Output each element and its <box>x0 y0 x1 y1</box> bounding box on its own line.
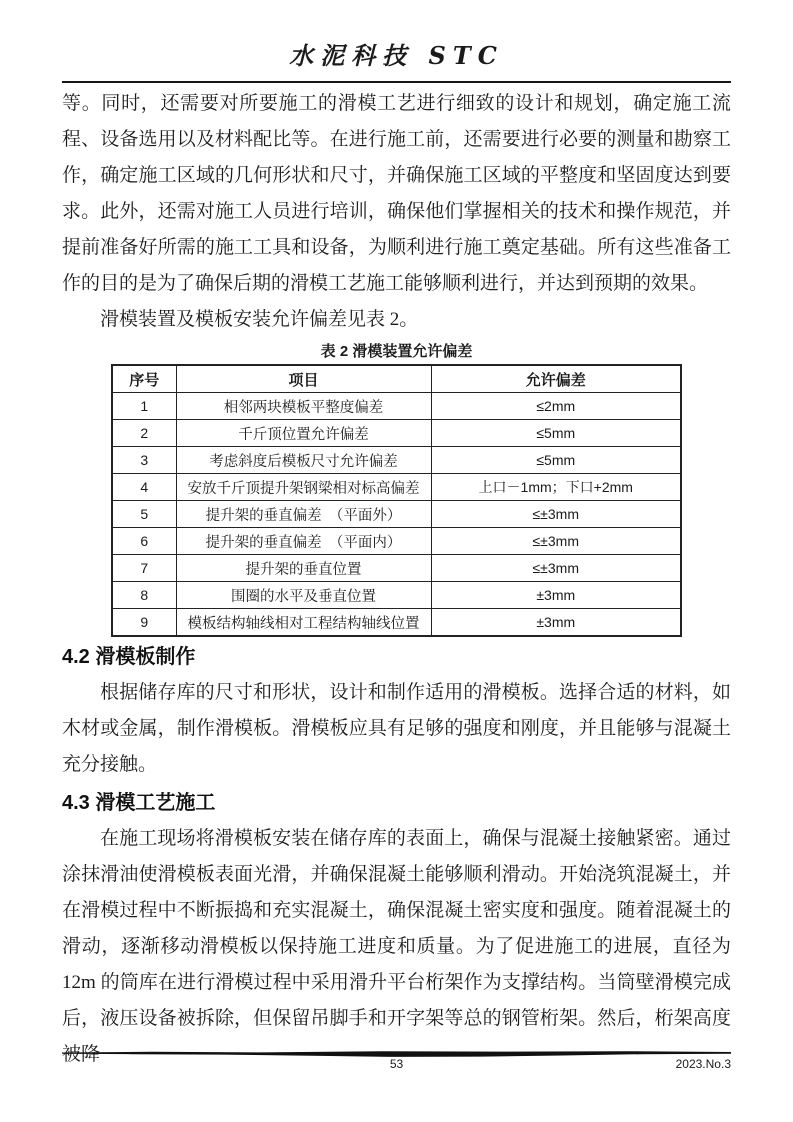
col-header-item: 项目 <box>176 365 431 393</box>
table-row <box>112 501 681 528</box>
cell-index: 1 <box>112 393 176 420</box>
cell-index: 5 <box>112 501 176 528</box>
cell-tolerance: ≤5mm <box>431 447 681 474</box>
cell-item: 安放千斤顶提升架钢梁相对标高偏差 <box>176 474 431 501</box>
journal-title: 水泥科技 STC <box>289 41 504 70</box>
issue-label: 2023.No.3 <box>675 1057 731 1071</box>
table-row <box>112 528 681 555</box>
cell-item: 千斤顶位置允许偏差 <box>176 420 431 447</box>
section-body-4-2: 根据储存库的尺寸和形状，设计和制作适用的滑模板。选择合适的材料，如木材或金属，制作滑模板。滑模板应具有足够的强度和刚度，并且能够与混凝土充分接触。 <box>62 682 731 775</box>
cell-item: 模板结构轴线相对工程结构轴线位置 <box>176 609 431 637</box>
cell-item: 考虑斜度后模板尺寸允许偏差 <box>176 447 431 474</box>
page-number: 53 <box>389 1057 404 1071</box>
section-body-4-3: 在施工现场将滑模板安装在储存库的表面上，确保与混凝土接触紧密。通过涂抹滑油使滑模板表面光滑，并确保混凝土能够顺利滑动。开始浇筑混凝土，并在滑模过程中不断振捣和充实混凝土，确保混凝土密实度和强度。随着混凝土的滑动，逐渐移动滑模板以保持施工进度和质量。为了促进施工的进展，直径为 12m 的筒库在进行滑模过程中采用滑升平台桁架作为支撑结构。当筒壁滑模完成后，液压设备被拆除，但保留吊脚手和开字架等总的钢管桁架。然后，桁架高度被降 <box>62 828 731 1065</box>
table-row <box>112 447 681 474</box>
cell-index: 7 <box>112 555 176 582</box>
cell-tolerance: ≤5mm <box>431 420 681 447</box>
cell-index: 9 <box>112 609 176 637</box>
col-header-index: 序号 <box>112 365 176 393</box>
section-heading-4-2: 4.2 滑模板制作 <box>62 646 196 668</box>
table-row <box>112 609 681 637</box>
table-row <box>112 582 681 609</box>
cell-index: 3 <box>112 447 176 474</box>
tolerance-table <box>111 364 682 637</box>
table-row <box>112 393 681 420</box>
cell-tolerance: ±3mm <box>431 582 681 609</box>
table-header-row <box>112 365 681 393</box>
cell-index: 8 <box>112 582 176 609</box>
cell-item: 提升架的垂直偏差 （平面内） <box>176 528 431 555</box>
cell-item: 围圈的水平及垂直位置 <box>176 582 431 609</box>
cell-tolerance: ≤±3mm <box>431 555 681 582</box>
col-header-tolerance: 允许偏差 <box>431 365 681 393</box>
cell-index: 4 <box>112 474 176 501</box>
cell-tolerance: ≤±3mm <box>431 501 681 528</box>
paragraph-table-intro: 滑模装置及模板安装允许偏差见表 2。 <box>100 309 419 330</box>
table-row <box>112 474 681 501</box>
cell-index: 2 <box>112 420 176 447</box>
cell-tolerance: ±3mm <box>431 609 681 637</box>
table-row <box>112 555 681 582</box>
cell-tolerance: ≤±3mm <box>431 528 681 555</box>
header-rule <box>62 81 731 83</box>
cell-item: 提升架的垂直位置 <box>176 555 431 582</box>
table-caption: 表 2 滑模装置允许偏差 <box>320 343 473 360</box>
cell-tolerance: ≤2mm <box>431 393 681 420</box>
page-footer <box>62 1057 731 1071</box>
cell-index: 6 <box>112 528 176 555</box>
cell-item: 提升架的垂直偏差 （平面外） <box>176 501 431 528</box>
cell-item: 相邻两块模板平整度偏差 <box>176 393 431 420</box>
footer-rule <box>62 1046 731 1056</box>
table-row <box>112 420 681 447</box>
section-heading-4-3: 4.3 滑模工艺施工 <box>62 792 216 814</box>
paragraph-continuation: 等。同时，还需要对所要施工的滑模工艺进行细致的设计和规划，确定施工流程、设备选用以及材料配比等。在进行施工前，还需要进行必要的测量和勘察工作，确定施工区域的几何形状和尺寸，并确保施工区域的平整度和坚固度达到要求。此外，还需对施工人员进行培训，确保他们掌握相关的技术和操作规范，并提前准备好所需的施工工具和设备，为顺利进行施工奠定基础。所有这些准备工作的目的是为了确保后期的滑模工艺施工能够顺利进行，并达到预期的效果。 <box>62 93 731 294</box>
cell-tolerance: 上口－1mm；下口+2mm <box>431 474 681 501</box>
